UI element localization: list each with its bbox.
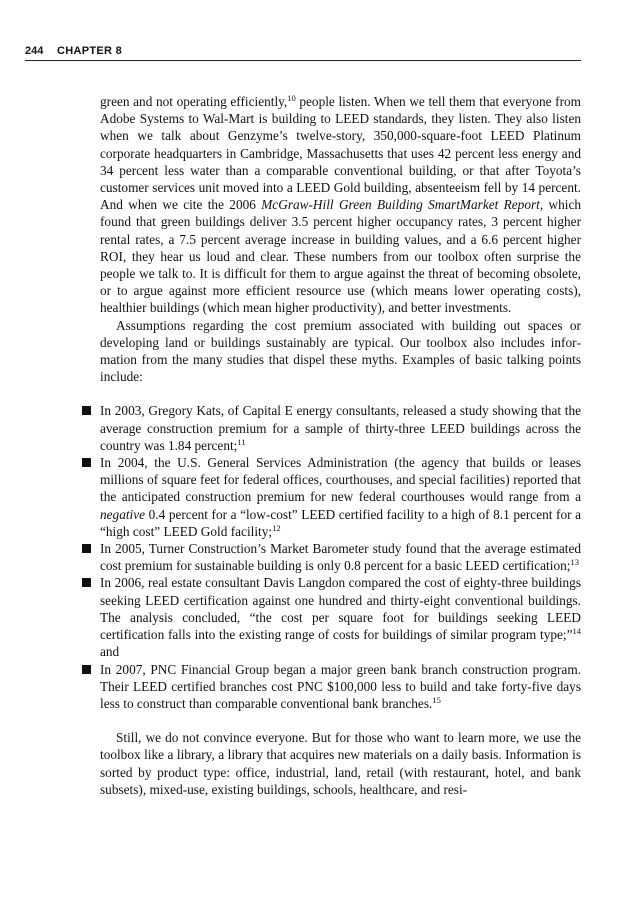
text-run: In 2007, PNC Financial Group began a major green bank branch construction program. Their LEED certified branches cost PNC $100,000 less to build and take forty-five days less to construct than comparable conventional bank branches. [100,661,581,711]
list-item [100,574,581,660]
list-item [100,540,581,574]
footnote-ref: 14 [572,626,581,637]
page-number: 244 [25,45,44,57]
chapter-label: CHAPTER 8 [57,45,123,57]
closing-paragraph: Still, we do not convince everyone. But for those who want to learn more, we use the toolbox like a library, a library that acquires new materials on a daily basis. Information is sorted by product type: office, industrial, land, retail (with restaurant, hotel, and bank subsets), mixed-use, existing buildings, schools, healthcare, and resi- [100,730,581,797]
body-text [100,93,581,798]
footnote-ref: 12 [272,522,281,533]
text-run: green and not operating efficiently, [100,94,288,109]
running-header [25,44,581,61]
emphasis: negative [100,506,146,522]
talking-points-list [100,402,581,712]
text-run: , which found that green buildings deliver 3.5 percent higher occupancy rates, 3 percent higher rental rates, a 7.5 percent average increase in building values, and a 6.6 percent higher ROI, they hear us loud and clear. These numbers from our toolbox often surprise the people we talk to. It is difficult for them to argue against the threat of becoming obsolete, or to argue against more efficient resource use (which means lower operating costs), healthier buildings (which mean higher productivity), and better investments. [100,197,581,316]
report-title: McGraw-Hill Green Building SmartMarket Report [261,197,540,213]
square-bullet-icon [82,665,91,674]
text-run: In 2004, the U.S. General Services Administration (the agency that builds or leases millions of square feet for federal offices, courthouses, and special facilities) reported that the anticipated construction premium for new federal courthouses would range from a [100,455,581,505]
footnote-ref: 15 [432,694,441,705]
text-run: and [100,644,120,660]
square-bullet-icon [82,458,91,467]
footnote-ref: 13 [570,557,579,568]
paragraph-1 [100,93,581,317]
paragraph-2: Assumptions regarding the cost premium associated with building out spaces or developing land or buildings sustainably are typical. Our toolbox also includes information from the many studies that dispel these myths. Examples of basic talking points include: [100,317,581,385]
text-run: In 2005, Turner Construction’s Market Barometer study found that the average estimated cost premium for sustainable building is only 0.8 percent for a basic LEED certification; [100,541,581,574]
list-item [100,661,581,713]
text-run: 0.4 percent for a “low-cost” LEED certified facility to a high of 8.1 percent for a “high cost” LEED Gold facility; [100,506,581,539]
text-run: In 2006, real estate consultant Davis Langdon compared the cost of eighty-three buildings seeking LEED certification against one hundred and thirty-eight conventional buildings. The analysis concluded, “the cost per square foot for buildings seeking LEED certification falls into the existing range of costs for buildings of similar program type;” [100,575,581,643]
list-item [100,454,581,540]
list-item [100,402,581,454]
square-bullet-icon [82,544,91,553]
square-bullet-icon [82,578,91,587]
text-run: In 2003, Gregory Kats, of Capital E energy consultants, released a study showing that the average construction premium for a sample of thirty-three LEED buildings across the country was 1.84 percent; [100,403,581,453]
square-bullet-icon [82,406,91,415]
text-run: people listen. When we tell them that everyone from Adobe Systems to Wal-Mart is building to LEED standards, they listen. They also listen when we talk about Genzyme’s twelve-story, 350,000-square-foot LEED Platinum corporate headquarters in Cambridge, Massachusetts that uses 42 percent less energy and 34 percent less water than a comparable conventional building, or that after Toyota’s customer services unit moved into a LEED Gold building, absenteeism fell by 14 percent. And when we cite the 2006 [100,94,581,213]
footnote-ref: 10 [287,93,296,103]
footnote-ref: 11 [237,436,246,447]
